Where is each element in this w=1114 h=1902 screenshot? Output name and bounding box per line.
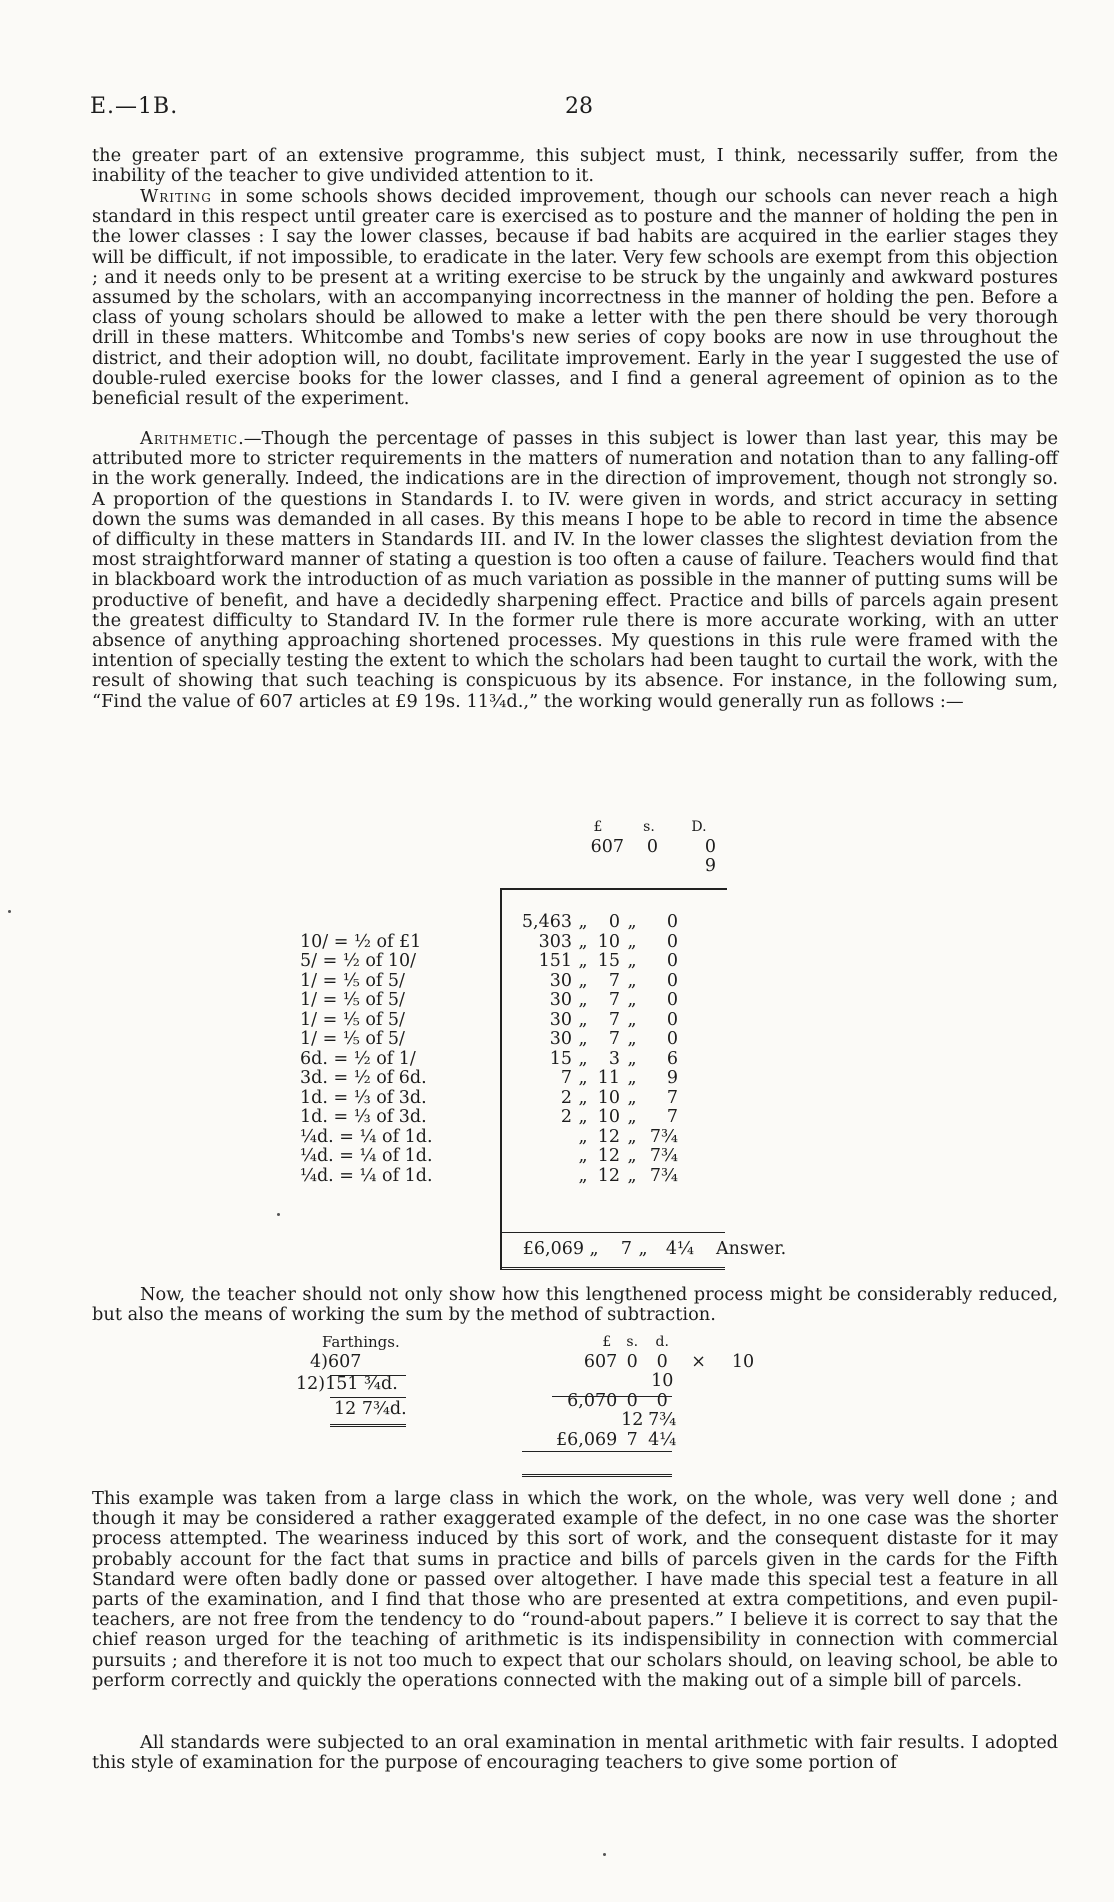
- subtraction-value: 0: [626, 1390, 638, 1411]
- ditto-mark: „: [627, 1029, 637, 1049]
- row-pence: 9: [666, 1068, 678, 1088]
- row-pounds: 30: [549, 990, 572, 1010]
- farthings-label: Farthings.: [322, 1333, 400, 1351]
- ditto-mark: „: [627, 1107, 637, 1127]
- shilling-header: s.: [626, 1334, 639, 1350]
- practice-row: [300, 972, 678, 992]
- aliquot-part: 1d. = ⅓ of 3d.: [300, 1087, 427, 1108]
- row-shillings: 3: [608, 1048, 620, 1069]
- ditto-mark: „: [627, 990, 637, 1010]
- practice-row: [300, 1030, 678, 1050]
- ditto-mark: „: [578, 1009, 588, 1030]
- practice-row: [300, 913, 678, 933]
- farthings-line: 12)151 ¾d.: [296, 1374, 398, 1394]
- row-shillings: 7: [608, 1029, 620, 1049]
- subtraction-value: 10: [651, 1371, 674, 1391]
- row-shillings: 10: [597, 1087, 620, 1108]
- total-pounds: £6,069: [522, 1239, 584, 1259]
- subtraction-value: £6,069: [556, 1429, 618, 1450]
- row-pounds: 30: [549, 1009, 572, 1030]
- row-shillings: 7: [608, 990, 620, 1010]
- subtraction-rule: [522, 1451, 672, 1452]
- given-pounds: 607: [590, 836, 624, 857]
- section-code: E.—1B.: [90, 94, 179, 119]
- ditto-mark: „: [578, 970, 588, 991]
- row-shillings: 12: [597, 1165, 620, 1186]
- scan-speck: [603, 1853, 606, 1856]
- ditto-mark: „: [589, 1239, 599, 1259]
- ditto-mark: „: [627, 1165, 637, 1186]
- ditto-mark: „: [578, 951, 588, 971]
- aliquot-part: 1d. = ⅓ of 3d.: [300, 1107, 427, 1127]
- total-double-rule: [500, 1267, 725, 1270]
- multiply-sign: ×: [691, 1351, 706, 1372]
- practice-sum-header: [572, 818, 724, 877]
- aliquot-part: 1/ = ⅕ of 5/: [300, 970, 405, 991]
- aliquot-part: ¼d. = ¼ of 1d.: [300, 1126, 433, 1147]
- practice-row: [300, 1108, 678, 1128]
- ditto-mark: „: [578, 1029, 588, 1049]
- ditto-mark: „: [578, 1087, 588, 1108]
- paragraph-mental-arithmetic: [92, 1733, 1058, 1773]
- division-rule: [330, 1375, 406, 1376]
- ditto-mark: „: [578, 990, 588, 1010]
- paragraph-text: This example was taken from a large class in which the work, on the whole, was very well done ; and though it may be considered a rather exaggerated example of the defect, in no one case was the shorter process attempted. The weariness induced by this sort of work, and the consequent distaste for it may probably account for the fact that sums in practice and bills of parcels given in the cards for the Fifth Standard were often badly done or passed over altogether. I have made this special test a feature in all parts of the examination, and I find that those who are presented at extra competitions, and even pupil-teachers, are not free from the tendency to do “round-about papers.” I believe it is correct to say that the chief reason urged for the teaching of arithmetic is its indispensibility in connection with commercial pursuits ; and therefore it is not too much to expect that our scholars should, on leaving school, be able to perform correctly and quickly the operations connected with the making out of a simple bill of parcels.: [92, 1488, 1058, 1691]
- paragraph-text: the greater part of an extensive programme, this subject must, I think, necessarily suffer, from the inability of the teacher to give undivided attention to it.: [92, 145, 1058, 187]
- practice-row: [300, 1069, 678, 1089]
- subtraction-working: [556, 1333, 754, 1450]
- pound-header: £: [602, 1334, 612, 1350]
- paragraph-text: in some schools shows decided improvement, though our schools can never reach a high standard in this respect until greater care is exercised as to posture and the manner of holding the pen in the lower classes : I say the lower classes, because if bad habits are acquired in the earlier stages they will be difficult, if not impossible, to eradicate in the later. Very few schools are exempt from this objection ; and it needs only to be present at a writing exercise to be struck by the ungainly and awkward postures assumed by the scholars, with an accompanying incorrectness in the manner of holding the pen. Before a class of young scholars should be allowed to make a letter with the pen there should be very thorough drill in these matters. Whitcombe and Tombs's new series of copy books are now in use throughout the district, and their adoption will, no doubt, facilitate improvement. Early in the year I suggested the use of double-ruled exercise books for the lower classes, and I find a general agreement of opinion as to the beneficial result of the experiment.: [92, 186, 1058, 410]
- ditto-mark: „: [627, 1087, 637, 1108]
- ditto-mark: „: [627, 912, 637, 932]
- ditto-mark: „: [627, 931, 637, 952]
- paragraph-writing: [92, 187, 1058, 409]
- row-pounds: 7: [560, 1068, 572, 1088]
- row-pence: 7¾: [649, 1165, 678, 1186]
- paragraph-continuation: [92, 146, 1058, 186]
- ditto-mark: „: [578, 1048, 588, 1069]
- aliquot-part: ¼d. = ¼ of 1d.: [300, 1165, 433, 1186]
- aliquot-part: ¼d. = ¼ of 1d.: [300, 1146, 433, 1166]
- total-shillings: 7: [620, 1239, 632, 1259]
- row-shillings: 10: [597, 931, 620, 952]
- row-pounds: 151: [538, 951, 572, 971]
- row-pence: 0: [666, 970, 678, 991]
- aliquot-part: 6d. = ½ of 1/: [300, 1048, 416, 1069]
- row-pounds: [512, 1128, 572, 1148]
- total-rule: [500, 1232, 725, 1233]
- paragraph-example: [92, 1489, 1058, 1691]
- practice-row: [300, 1011, 678, 1031]
- row-pence: 0: [666, 1009, 678, 1030]
- row-pounds: [512, 1167, 572, 1187]
- row-pounds: 30: [549, 970, 572, 991]
- ditto-mark: „: [627, 1146, 637, 1166]
- pound-header: £: [593, 819, 603, 835]
- ditto-mark: „: [627, 1068, 637, 1088]
- subtraction-value: 0: [656, 1351, 668, 1372]
- practice-row: [300, 991, 678, 1011]
- ditto-mark: „: [578, 912, 588, 932]
- paragraph-arithmetic: [92, 429, 1058, 712]
- ditto-mark: „: [638, 1239, 648, 1259]
- total-pence: 4¼: [665, 1239, 694, 1259]
- subtraction-value: 4¼: [648, 1429, 677, 1450]
- aliquot-part: 1/ = ⅕ of 5/: [300, 990, 405, 1010]
- row-shillings: 10: [597, 1107, 620, 1127]
- aliquot-part: 10/ = ½ of £1: [300, 931, 422, 952]
- scan-speck: [277, 1213, 280, 1216]
- division-double-rule: [330, 1424, 406, 1427]
- row-pence: 7¾: [649, 1146, 678, 1166]
- aliquot-part: 1/ = ⅕ of 5/: [300, 1009, 405, 1030]
- practice-total: [512, 1240, 786, 1260]
- row-pence: 7¾: [649, 1126, 678, 1147]
- aliquot-part: 3d. = ½ of 6d.: [300, 1068, 427, 1088]
- farthings-line: 4)607: [310, 1352, 362, 1372]
- ditto-mark: „: [627, 970, 637, 991]
- aliquot-part: 5/ = ½ of 10/: [300, 951, 417, 971]
- subtraction-double-rule: [522, 1474, 672, 1477]
- practice-row: [300, 952, 678, 972]
- multiplier: 10: [731, 1351, 755, 1372]
- ditto-mark: „: [578, 1068, 588, 1088]
- row-pounds: 303: [538, 931, 572, 952]
- row-shillings: 0: [608, 912, 620, 932]
- aliquot-part: 1/ = ⅕ of 5/: [300, 1029, 405, 1049]
- row-shillings: 15: [597, 951, 620, 971]
- paragraph-subtraction: [92, 1285, 1058, 1325]
- ditto-mark: „: [578, 1146, 588, 1166]
- ditto-mark: „: [627, 1009, 637, 1030]
- row-pounds: 30: [549, 1029, 572, 1049]
- ditto-mark: „: [578, 1126, 588, 1147]
- pence-header: d.: [655, 1334, 669, 1350]
- practice-row: [300, 933, 678, 953]
- row-pounds: 5,463: [521, 912, 572, 932]
- ditto-mark: „: [578, 1107, 588, 1127]
- practice-row: [300, 1089, 678, 1109]
- subtraction-value: 0: [626, 1351, 638, 1372]
- row-pence: 6: [666, 1048, 678, 1069]
- subtraction-rule: [552, 1396, 672, 1397]
- practice-row: [300, 1167, 678, 1187]
- practice-row: [300, 1128, 678, 1148]
- subtraction-value: 607: [583, 1351, 618, 1372]
- shilling-header: s.: [643, 819, 655, 835]
- row-pence: 0: [666, 990, 678, 1010]
- row-pence: 0: [666, 912, 678, 932]
- row-pence: 7: [666, 1107, 678, 1127]
- row-pence: 0: [666, 1029, 678, 1049]
- ditto-mark: „: [627, 1126, 637, 1147]
- row-pounds: 2: [560, 1087, 572, 1108]
- row-shillings: 12: [597, 1126, 620, 1147]
- pence-header: D.: [691, 819, 707, 835]
- subtraction-value: 7¾: [648, 1410, 677, 1430]
- ditto-mark: „: [578, 931, 588, 952]
- practice-sum-body: [300, 913, 678, 1186]
- paragraph-text: All standards were subjected to an oral examination in mental arithmetic with fair results. I adopted this style of examination for the purpose of encouraging teachers to give some portion of: [92, 1732, 1058, 1774]
- scan-speck: [8, 910, 11, 913]
- given-extra: 9: [704, 856, 716, 876]
- practice-row: [300, 1147, 678, 1167]
- row-pounds: 2: [560, 1107, 572, 1127]
- farthings-line: 12 7¾d.: [334, 1399, 407, 1419]
- row-pounds: 15: [549, 1048, 572, 1069]
- division-rule: [330, 1397, 406, 1398]
- subtraction-value: 6,070: [567, 1390, 618, 1411]
- row-shillings: 12: [597, 1146, 620, 1166]
- row-pence: 7: [666, 1087, 678, 1108]
- given-shillings: 0: [646, 836, 658, 857]
- row-shillings: 7: [608, 970, 620, 991]
- ditto-mark: „: [578, 1165, 588, 1186]
- given-pence: 0: [704, 836, 716, 857]
- subtraction-value: 12: [621, 1410, 644, 1430]
- row-shillings: 11: [597, 1068, 620, 1088]
- paragraph-text: Now, the teacher should not only show how this lengthened process might be considerably reduced, but also the means of working the sum by the method of subtraction.: [92, 1284, 1058, 1326]
- paragraph-lead: Arithmetic: [140, 428, 239, 449]
- row-pounds: [512, 1147, 572, 1167]
- paragraph-lead: Writing: [140, 186, 212, 207]
- row-pence: 0: [666, 951, 678, 971]
- aliquot-part: [300, 913, 512, 933]
- row-pence: 0: [666, 931, 678, 952]
- ditto-mark: „: [627, 1048, 637, 1069]
- ditto-mark: „: [627, 951, 637, 971]
- subtraction-value: 0: [656, 1390, 668, 1411]
- paragraph-text: .—Though the percentage of passes in this subject is lower than last year, this may be attributed more to stricter requirements in the matters of numeration and notation than to any falling-off in the work generally. Indeed, the indications are in the direction of improvement, though not strongly so. A proportion of the questions in Standards I. to IV. were given in words, and strict accuracy in setting down the sums was demanded in all cases. By this means I hope to be able to record in time the absence of difficulty in these matters in Standards III. and IV. In the lower classes the slightest deviation from the most straightforward manner of stating a question is too often a cause of failure. Teachers would find that in blackboard work the introduction of as much variation as possible in the manner of putting sums will be productive of benefit, and have a decidedly sharpening effect. Practice and bills of parcels again present the greatest difficulty to Standard IV. In the former rule there is more accurate working, with an utter absence of anything approaching shortened processes. My questions in this rule were framed with the intention of specially testing the extent to which the scholars had been taught to curtail the work, with the result of showing that such teaching is conspicuous by its absence. For instance, in the following sum, “Find the value of 607 articles at £9 19s. 11¾d.,” the working would generally run as follows :—: [92, 428, 1058, 712]
- row-shillings: 7: [608, 1009, 620, 1030]
- practice-row: [300, 1050, 678, 1070]
- page-number: 28: [565, 94, 593, 119]
- subtraction-value: 7: [626, 1429, 638, 1450]
- answer-label: Answer.: [716, 1239, 787, 1259]
